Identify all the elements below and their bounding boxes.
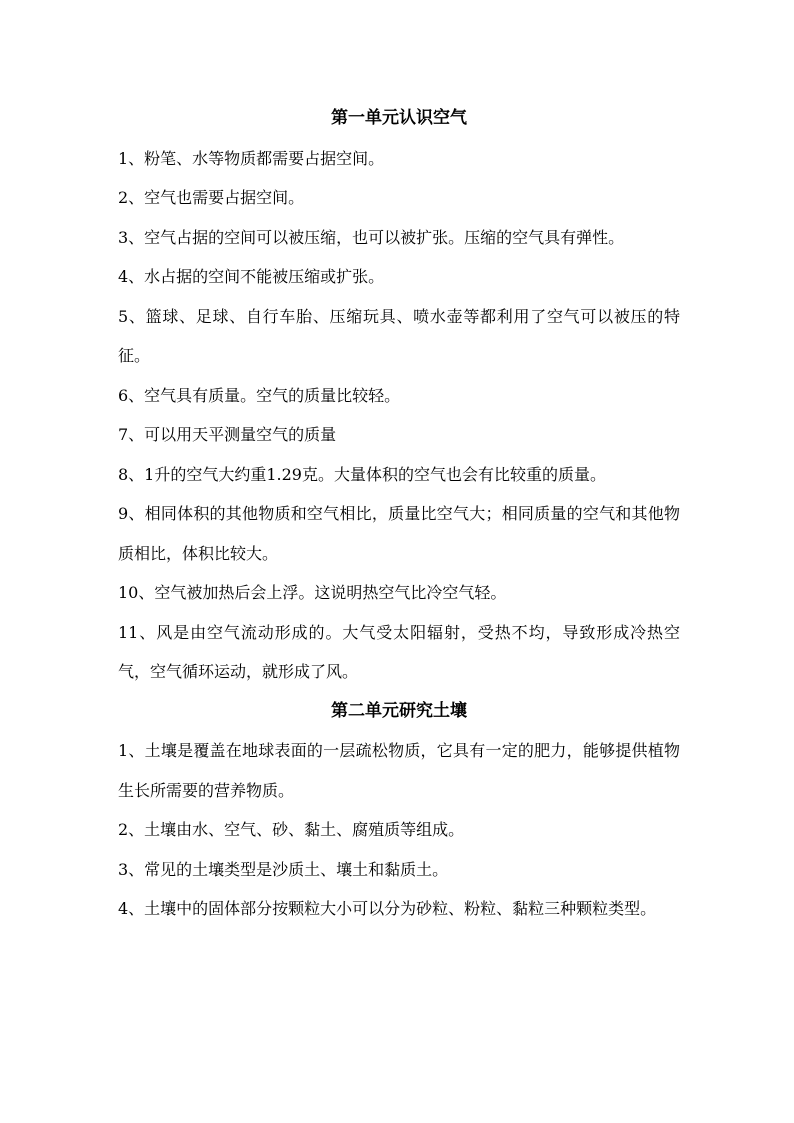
list-item: 2、土壤由水、空气、砂、黏土、腐殖质等组成。 [118, 820, 465, 839]
list-item: 5、篮球、足球、自行车胎、压缩玩具、喷水壶等都利用了空气可以被压的特征。 [118, 306, 680, 365]
list-item: 4、土壤中的固体部分按颗粒大小可以分为砂粒、粉粒、黏粒三种颗粒类型。 [118, 899, 657, 918]
list-item: 3、空气占据的空间可以被压缩，也可以被扩张。压缩的空气具有弹性。 [118, 227, 625, 247]
section-title-air: 第一单元认识空气 [331, 108, 467, 128]
document-body [118, 99, 680, 929]
section-title-soil: 第二单元研究土壤 [331, 700, 467, 721]
list-item: 7、可以用天平测量空气的质量 [118, 425, 337, 444]
list-item: 6、空气具有质量。空气的质量比较轻。 [118, 385, 401, 405]
list-item: 8、1升的空气大约重1.29克。大量体积的空气也会有比较重的质量。 [118, 464, 606, 484]
list-item: 1、粉笔、水等物质都需要占据空间。 [118, 148, 385, 168]
list-item: 4、水占据的空间不能被压缩或扩张。 [118, 267, 385, 286]
list-item: 10、空气被加热后会上浮。这说明热空气比冷空气轻。 [118, 583, 507, 602]
list-item: 9、相同体积的其他物质和空气相比，质量比空气大；相同质量的空气和其他物质相比，体积比较大。 [118, 504, 680, 563]
list-item: 2、空气也需要占据空间。 [118, 188, 305, 207]
list-item: 11、风是由空气流动形成的。大气受太阳辐射，受热不均，导致形成冷热空气，空气循环运动，就形成了风。 [118, 622, 680, 681]
list-item: 1、土壤是覆盖在地球表面的一层疏松物质，它具有一定的肥力，能够提供植物生长所需要的营养物质。 [118, 741, 680, 800]
list-item: 3、常见的土壤类型是沙质土、壤土和黏质土。 [118, 859, 449, 879]
